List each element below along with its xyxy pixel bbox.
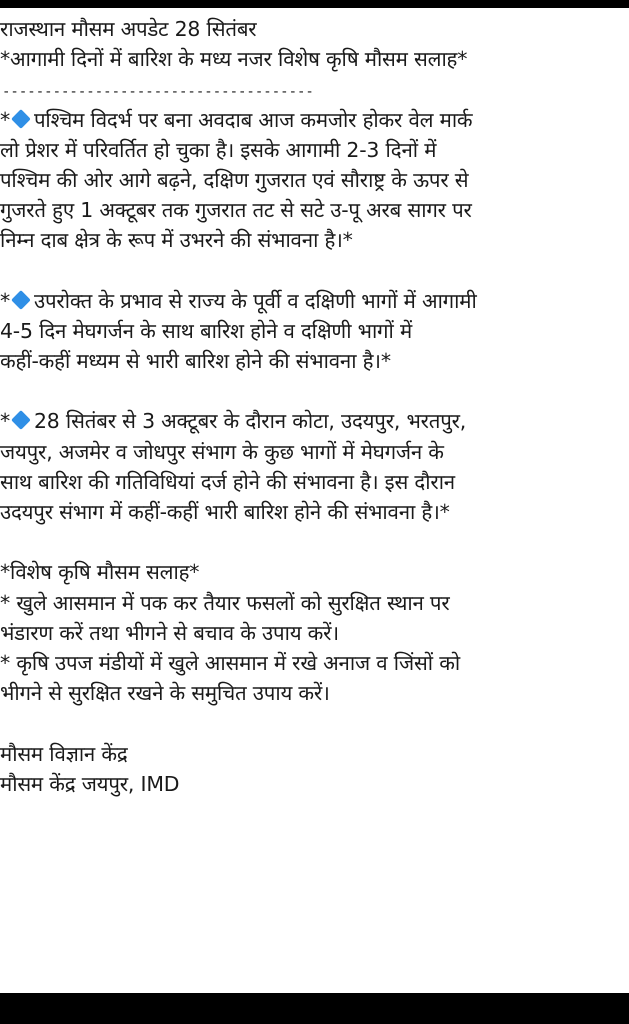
message-subtitle: *आगामी दिनों में बारिश के मध्य नजर विशेष कृषि मौसम सलाह* [0, 47, 468, 72]
divider-text: ------------------------------------- [2, 84, 314, 101]
advisory-heading: *विशेष कृषि मौसम सलाह* [0, 560, 200, 585]
blank-line [0, 256, 626, 286]
advisory-line-1: * खुले आसमान में पक कर तैयार फसलों को सुरक्षित स्थान पर [0, 590, 450, 615]
bullet2-text-1: उपरोक्त के प्रभाव से राज्य के पूर्वी व दक्षिणी भागों में आगामी [33, 288, 477, 313]
bullet3-text-1: 28 सितंबर से 3 अक्टूबर के दौरान कोटा, उदयपुर, भरतपुर, [33, 409, 467, 434]
bullet1-line-1 [0, 105, 624, 135]
bullet2-prefix: * [0, 288, 11, 313]
bullet2-line-1 [0, 286, 624, 316]
blank-line [0, 376, 626, 406]
advisory-line-3: * कृषि उपज मंडीयों में खुले आसमान में रखे अनाज व जिंसों को [0, 650, 460, 675]
bullet1-text-1: पश्चिम विदर्भ पर बना अवदाब आज कमजोर होकर वेल मार्क [33, 107, 473, 132]
signature-line-1: मौसम विज्ञान केंद्र [0, 741, 128, 766]
bullet3-line-3: साथ बारिश की गतिविधियां दर्ज होने की संभावना है। इस दौरान [0, 469, 455, 494]
message-title: राजस्थान मौसम अपडेट 28 सितंबर [0, 17, 257, 41]
bullet3-line-1 [0, 406, 624, 436]
blue-diamond-icon [11, 411, 31, 431]
bottom-black-bar [0, 993, 629, 1024]
bullet3-line-4: उदयपुर संभाग में कहीं-कहीं भारी बारिश होने की संभावना है।* [0, 500, 450, 524]
blank-line [0, 708, 626, 738]
bullet1-line-5: निम्न दाब क्षेत्र के रूप में उभरने की संभावना है।* [0, 228, 353, 253]
bullet2-line-2: 4-5 दिन मेघगर्जन के साथ बारिश होने व दक्षिणी भागों में [0, 318, 412, 343]
divider-line [0, 74, 626, 104]
bullet1-line-3: पश्चिम की ओर आगे बढ़ने, दक्षिण गुजरात एवं सौराष्ट्र के ऊपर से [0, 167, 469, 192]
bullet1-line-2: लो प्रेशर में परिवर्तित हो चुका है। इसके आगामी 2-3 दिनों में [0, 137, 437, 162]
blank-line [0, 527, 626, 557]
blue-diamond-icon [11, 109, 31, 129]
bullet1-prefix: * [0, 107, 11, 132]
bullet1-line-4: गुजरते हुए 1 अक्टूबर तक गुजरात तट से सटे उ-पू अरब सागर पर [0, 198, 472, 223]
advisory-line-4: भीगने से सुरक्षित रखने के समुचित उपाय करें। [0, 681, 330, 706]
signature-line-2: मौसम केंद्र जयपुर, IMD [0, 771, 180, 796]
bullet3-line-2: जयपुर, अजमेर व जोधपुर संभाग के कुछ भागों में मेघगर्जन के [0, 439, 444, 464]
bullet2-line-3: कहीं-कहीं मध्यम से भारी बारिश होने की संभावना है।* [0, 349, 391, 374]
message-text [0, 14, 626, 799]
message-view [0, 8, 629, 993]
top-black-bar [0, 0, 629, 8]
blue-diamond-icon [11, 290, 31, 310]
bullet3-prefix: * [0, 409, 11, 434]
advisory-line-2: भंडारण करें तथा भीगने से बचाव के उपाय करें। [0, 620, 339, 645]
